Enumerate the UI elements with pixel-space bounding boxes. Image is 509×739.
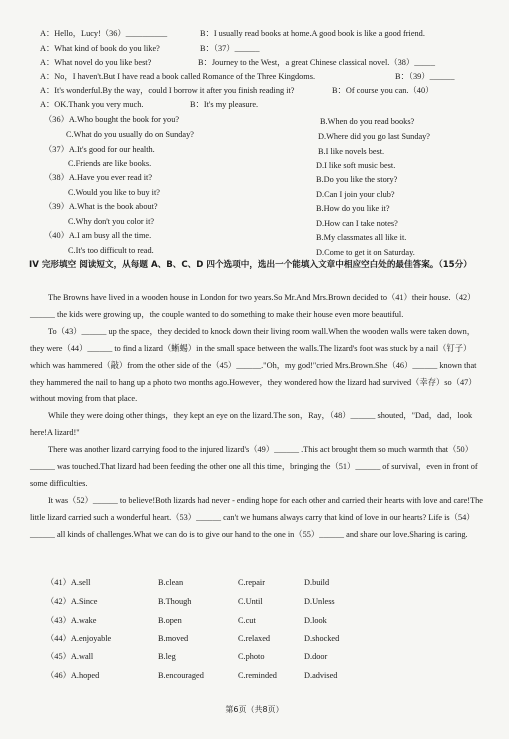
option-left: C.Why don't you color it?: [68, 217, 155, 226]
choice-d: D.build: [304, 578, 330, 587]
choice-num: （45）A.wall: [46, 652, 94, 661]
choice-num: （41）A.sell: [46, 578, 91, 587]
dialogue-line-2: [40, 44, 483, 54]
choice-b: B.moved: [158, 634, 189, 643]
section-title: IV 完形填空 阅读短文，从每题 A、B、C、D 四个选项中，选出一个能填入文章中相应空白处的最佳答案。（15分）: [29, 260, 472, 270]
option-right: B.My classmates all like it.: [316, 233, 407, 242]
choice-b: B.Though: [158, 597, 192, 606]
speaker-b-text: B：It's my pleasure.: [190, 100, 259, 109]
option-right: D.Come to get it on Saturday.: [316, 248, 415, 257]
option-left: （36）A.Who bought the book for you?: [44, 115, 180, 124]
option-right: D.Where did you go last Sunday?: [318, 132, 430, 141]
choice-b: B.open: [158, 616, 182, 625]
choice-b: B.clean: [158, 578, 184, 587]
speaker-a-text: A：What kind of book do you like?: [40, 44, 160, 53]
choice-num: （42）A.Since: [46, 597, 98, 606]
option-right: D.How can I take notes?: [316, 219, 398, 228]
choice-c: C.Until: [238, 597, 263, 606]
speaker-a-text: A：OK.Thank you very much.: [40, 100, 144, 109]
choice-num: （43）A.wake: [46, 616, 97, 625]
option-right: B.When do you read books?: [320, 117, 415, 126]
speaker-a-text: A：It's wonderful.By the way，could I borrow it after you finish reading it?: [40, 86, 295, 95]
option-left: （37）A.It's good for our health.: [44, 145, 155, 154]
page-footer: 第6页（共8页）: [225, 705, 284, 714]
dialogue-line-6: [40, 100, 483, 110]
choice-c: C.relaxed: [238, 634, 271, 643]
choice-d: D.advised: [304, 671, 338, 680]
option-right: D.I like soft music best.: [316, 161, 396, 170]
option-left: C.It's too difficult to read.: [68, 246, 154, 255]
speaker-a-text: A：What novel do you like best?: [40, 58, 152, 67]
option-left: C.Would you like to buy it?: [68, 188, 160, 197]
choice-c: C.cut: [238, 616, 256, 625]
option-right: B.Do you like the story?: [316, 175, 398, 184]
passage-paragraph: The Browns have lived in a wooden house in London for two years.So Mr.And Mrs.Brown decided to（41）their house.（42）______ the kids were growing up，the couple wanted to do something to make their house even more beautiful.: [30, 293, 476, 319]
dialogue-line-3: [40, 58, 483, 68]
option-left: C.Friends are like books.: [68, 159, 152, 168]
choice-d: D.door: [304, 652, 328, 661]
option-left: （40）A.I am busy all the time.: [44, 231, 152, 240]
choice-d: D.Unless: [304, 597, 335, 606]
choice-c: C.reminded: [238, 671, 277, 680]
choice-d: D.look: [304, 616, 327, 625]
dialogue-line-1: [40, 29, 483, 39]
option-left: （39）A.What is the book about?: [44, 202, 158, 211]
dialogue-line-5: [40, 86, 483, 96]
choice-c: C.photo: [238, 652, 265, 661]
choice-b: B.encouraged: [158, 671, 204, 680]
choice-c: C.repair: [238, 578, 265, 587]
speaker-a-text: A：Hello，Lucy!（36）__________: [40, 29, 168, 38]
cloze-passage: [30, 290, 485, 544]
passage-paragraph: To（43）______ up the space，they decided to knock down their living room wall.When the wooden walls were taken down，they were（44）______ to find a lizard（蜥蜴）in the small space between the walls.The lizard's foot was stuck by a nail（钉子）which was hammered（敲）from the other side of the（45）______."Oh，my god!"cried Mrs.Brown.She（46）______ known that they hammered the nail to hang up a photo two months ago.However，they wondered how the lizard had survived（幸存）so（47）without moving from that place.: [30, 326, 477, 404]
option-left: C.What do you usually do on Sunday?: [66, 130, 194, 139]
choice-d: D.shocked: [304, 634, 340, 643]
speaker-b-text: B：Of course you can.（40）: [332, 86, 434, 95]
choice-b: B.leg: [158, 652, 176, 661]
option-right: B.I like novels best.: [318, 147, 385, 156]
speaker-a-text: A：No，I haven't.But I have read a book called Romance of the Three Kingdoms.: [40, 72, 316, 81]
speaker-b-text: B：（39）______: [395, 72, 455, 81]
choice-num: （46）A.hoped: [46, 671, 100, 680]
speaker-b-text: B：（37）______: [200, 44, 260, 53]
speaker-b-text: B：I usually read books at home.A good book is like a good friend.: [200, 29, 425, 38]
option-right: D.Can I join your club?: [316, 190, 395, 199]
passage-paragraph: While they were doing other things，they kept an eye on the lizard.The son，Ray，（48）______ shouted，"Dad，dad，look here!A lizard!": [30, 411, 473, 438]
dialogue-line-4: [40, 72, 483, 82]
passage-paragraph: There was another lizard carrying food to the injured lizard's（49）______ .This act brought them so much warmth that（50）______ was touched.That lizard had been feeding the other one all this time，bringing the（51）______ of survival，even in front of some difficulties.: [30, 445, 478, 488]
choice-num: （44）A.enjoyable: [46, 634, 112, 643]
option-right: B.How do you like it?: [316, 204, 390, 213]
speaker-b-text: B：Journey to the West，a great Chinese classical novel.（38）_____: [198, 58, 435, 67]
option-left: （38）A.Have you ever read it?: [44, 173, 153, 182]
passage-paragraph: It was（52）______ to believe!Both lizards had never - ending hope for each other and carried their hearts with love and care!The little lizard carried such a wonderful heart.（53）______ can't we humans always carry that kind of love in our hearts? Life is（54）______ all kinds of challenges.What we can do is to give our hand to the one in（55）______ and share our love.Sharing is caring.: [30, 495, 483, 539]
